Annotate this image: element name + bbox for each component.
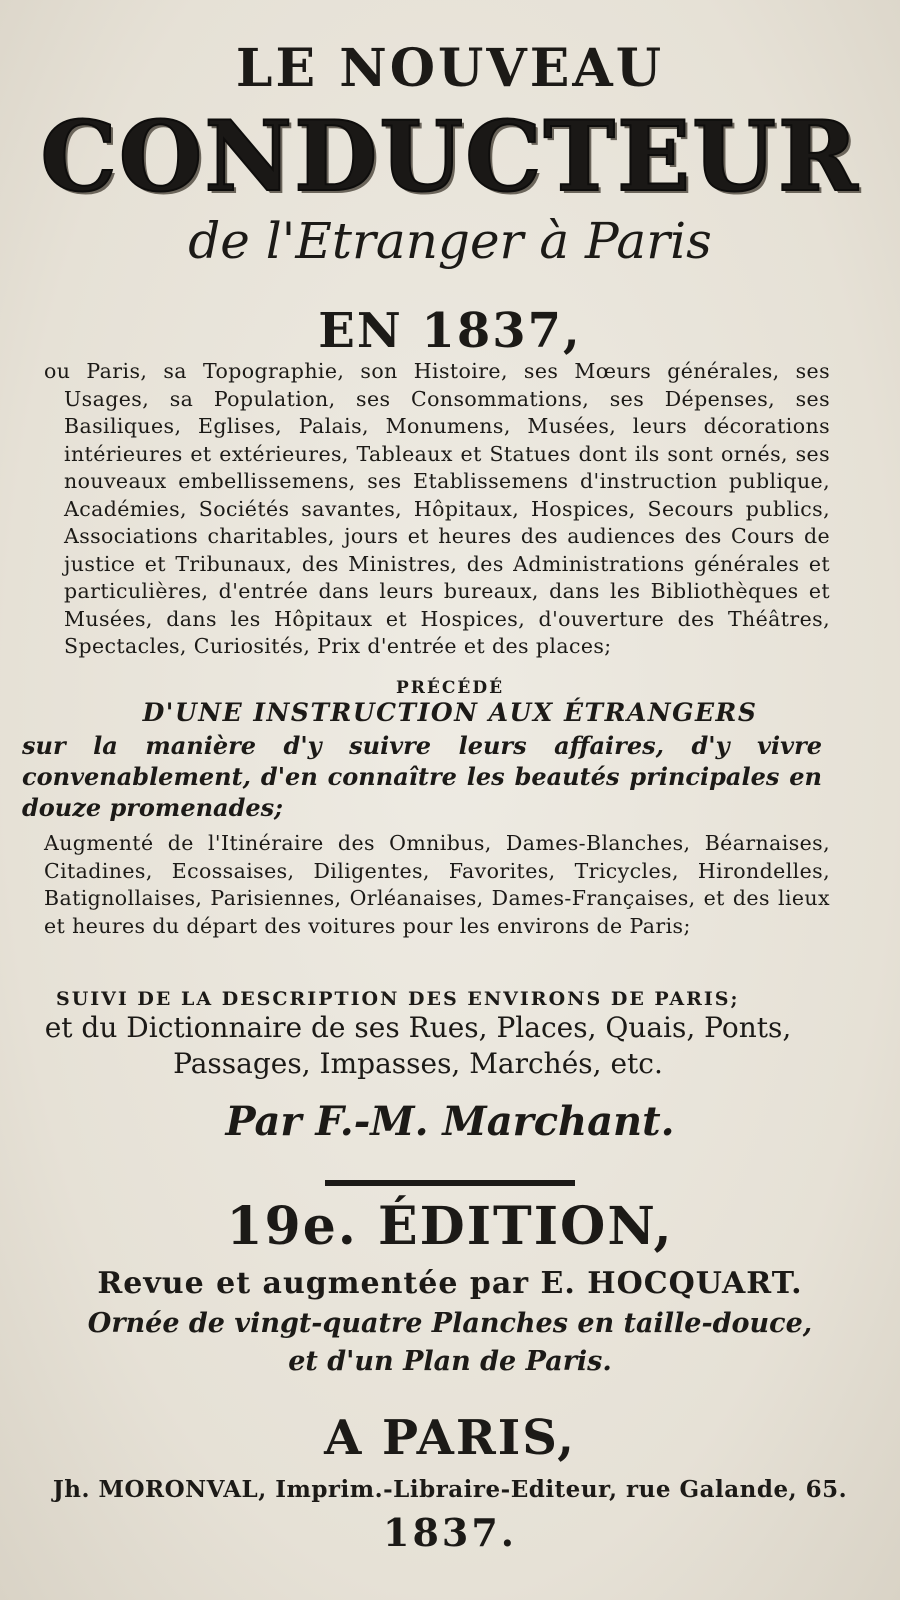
dictionnaire-line: et du Dictionnaire de ses Rues, Places, Quais, Ponts, Passages, Impasses, Marchés, etc. xyxy=(44,1011,792,1080)
place-line: A PARIS, xyxy=(324,1410,576,1466)
author-line: Par F.-M. Marchant. xyxy=(225,1098,675,1145)
ornee-line-2: et d'un Plan de Paris. xyxy=(288,1346,612,1377)
edition-line: 19e. ÉDITION, xyxy=(226,1196,674,1257)
revue-line: Revue et augmentée par E. HOCQUART. xyxy=(97,1266,803,1301)
imprint-line: Jh. MORONVAL, Imprim.-Libraire-Editeur, rue Galande, 65. xyxy=(52,1476,848,1503)
suivi-line: SUIVI DE LA DESCRIPTION DES ENVIRONS DE PARIS; xyxy=(56,988,740,1010)
title-line-3: de l'Etranger à Paris xyxy=(188,212,712,270)
divider-rule xyxy=(325,1180,575,1186)
instruction-body: sur la manière d'y suivre leurs affaires, d'y vivre convenablement, d'en connaître les beautés principales en douze promenades; xyxy=(22,731,822,822)
precede-label: PRÉCÉDÉ xyxy=(395,678,505,698)
title-line-1: LE NOUVEAU xyxy=(235,38,665,99)
year-line: 1837. xyxy=(383,1510,517,1555)
augmente-paragraph: Augmenté de l'Itinéraire des Omnibus, Dames-Blanches, Béarnaises, Citadines, Ecossaises, Diligentes, Favorites, Tricycles, Hirondelles, Batignollaises, Parisiennes, Orléanaises, Dames-Françaises, et des lieux et heures du départ des voitures pour les environs de Paris; xyxy=(44,831,830,938)
title-line-4: EN 1837, xyxy=(318,303,582,359)
title-line-2: CONDUCTEUR xyxy=(40,100,860,213)
ornee-line-1: Ornée de vingt-quatre Planches en taille-douce, xyxy=(87,1308,813,1339)
description-paragraph: ou Paris, sa Topographie, son Histoire, ses Mœurs générales, ses Usages, sa Population, ses Consommations, ses Dépenses, ses Basiliques, Eglises, Palais, Monumens, Musées, leurs décorations intérieures et extérieures, Tableaux et Statues dont ils sont ornés, ses nouveaux embellissemens, ses Etablissemens d'instruction publique, Académies, Sociétés savantes, Hôpitaux, Hospices, Secours publics, Associations charitables, jours et heures des audiences des Cours de justice et Tribunaux, des Ministres, des Administrations générales et particulières, d'entrée dans leurs bureaux, dans les Bibliothèques et Musées, dans les Hôpitaux et Hospices, d'ouverture des Théâtres, Spectacles, Curiosités, Prix d'entrée et des places; xyxy=(44,359,830,658)
instruction-title: D'UNE INSTRUCTION AUX ÉTRANGERS xyxy=(142,698,758,727)
